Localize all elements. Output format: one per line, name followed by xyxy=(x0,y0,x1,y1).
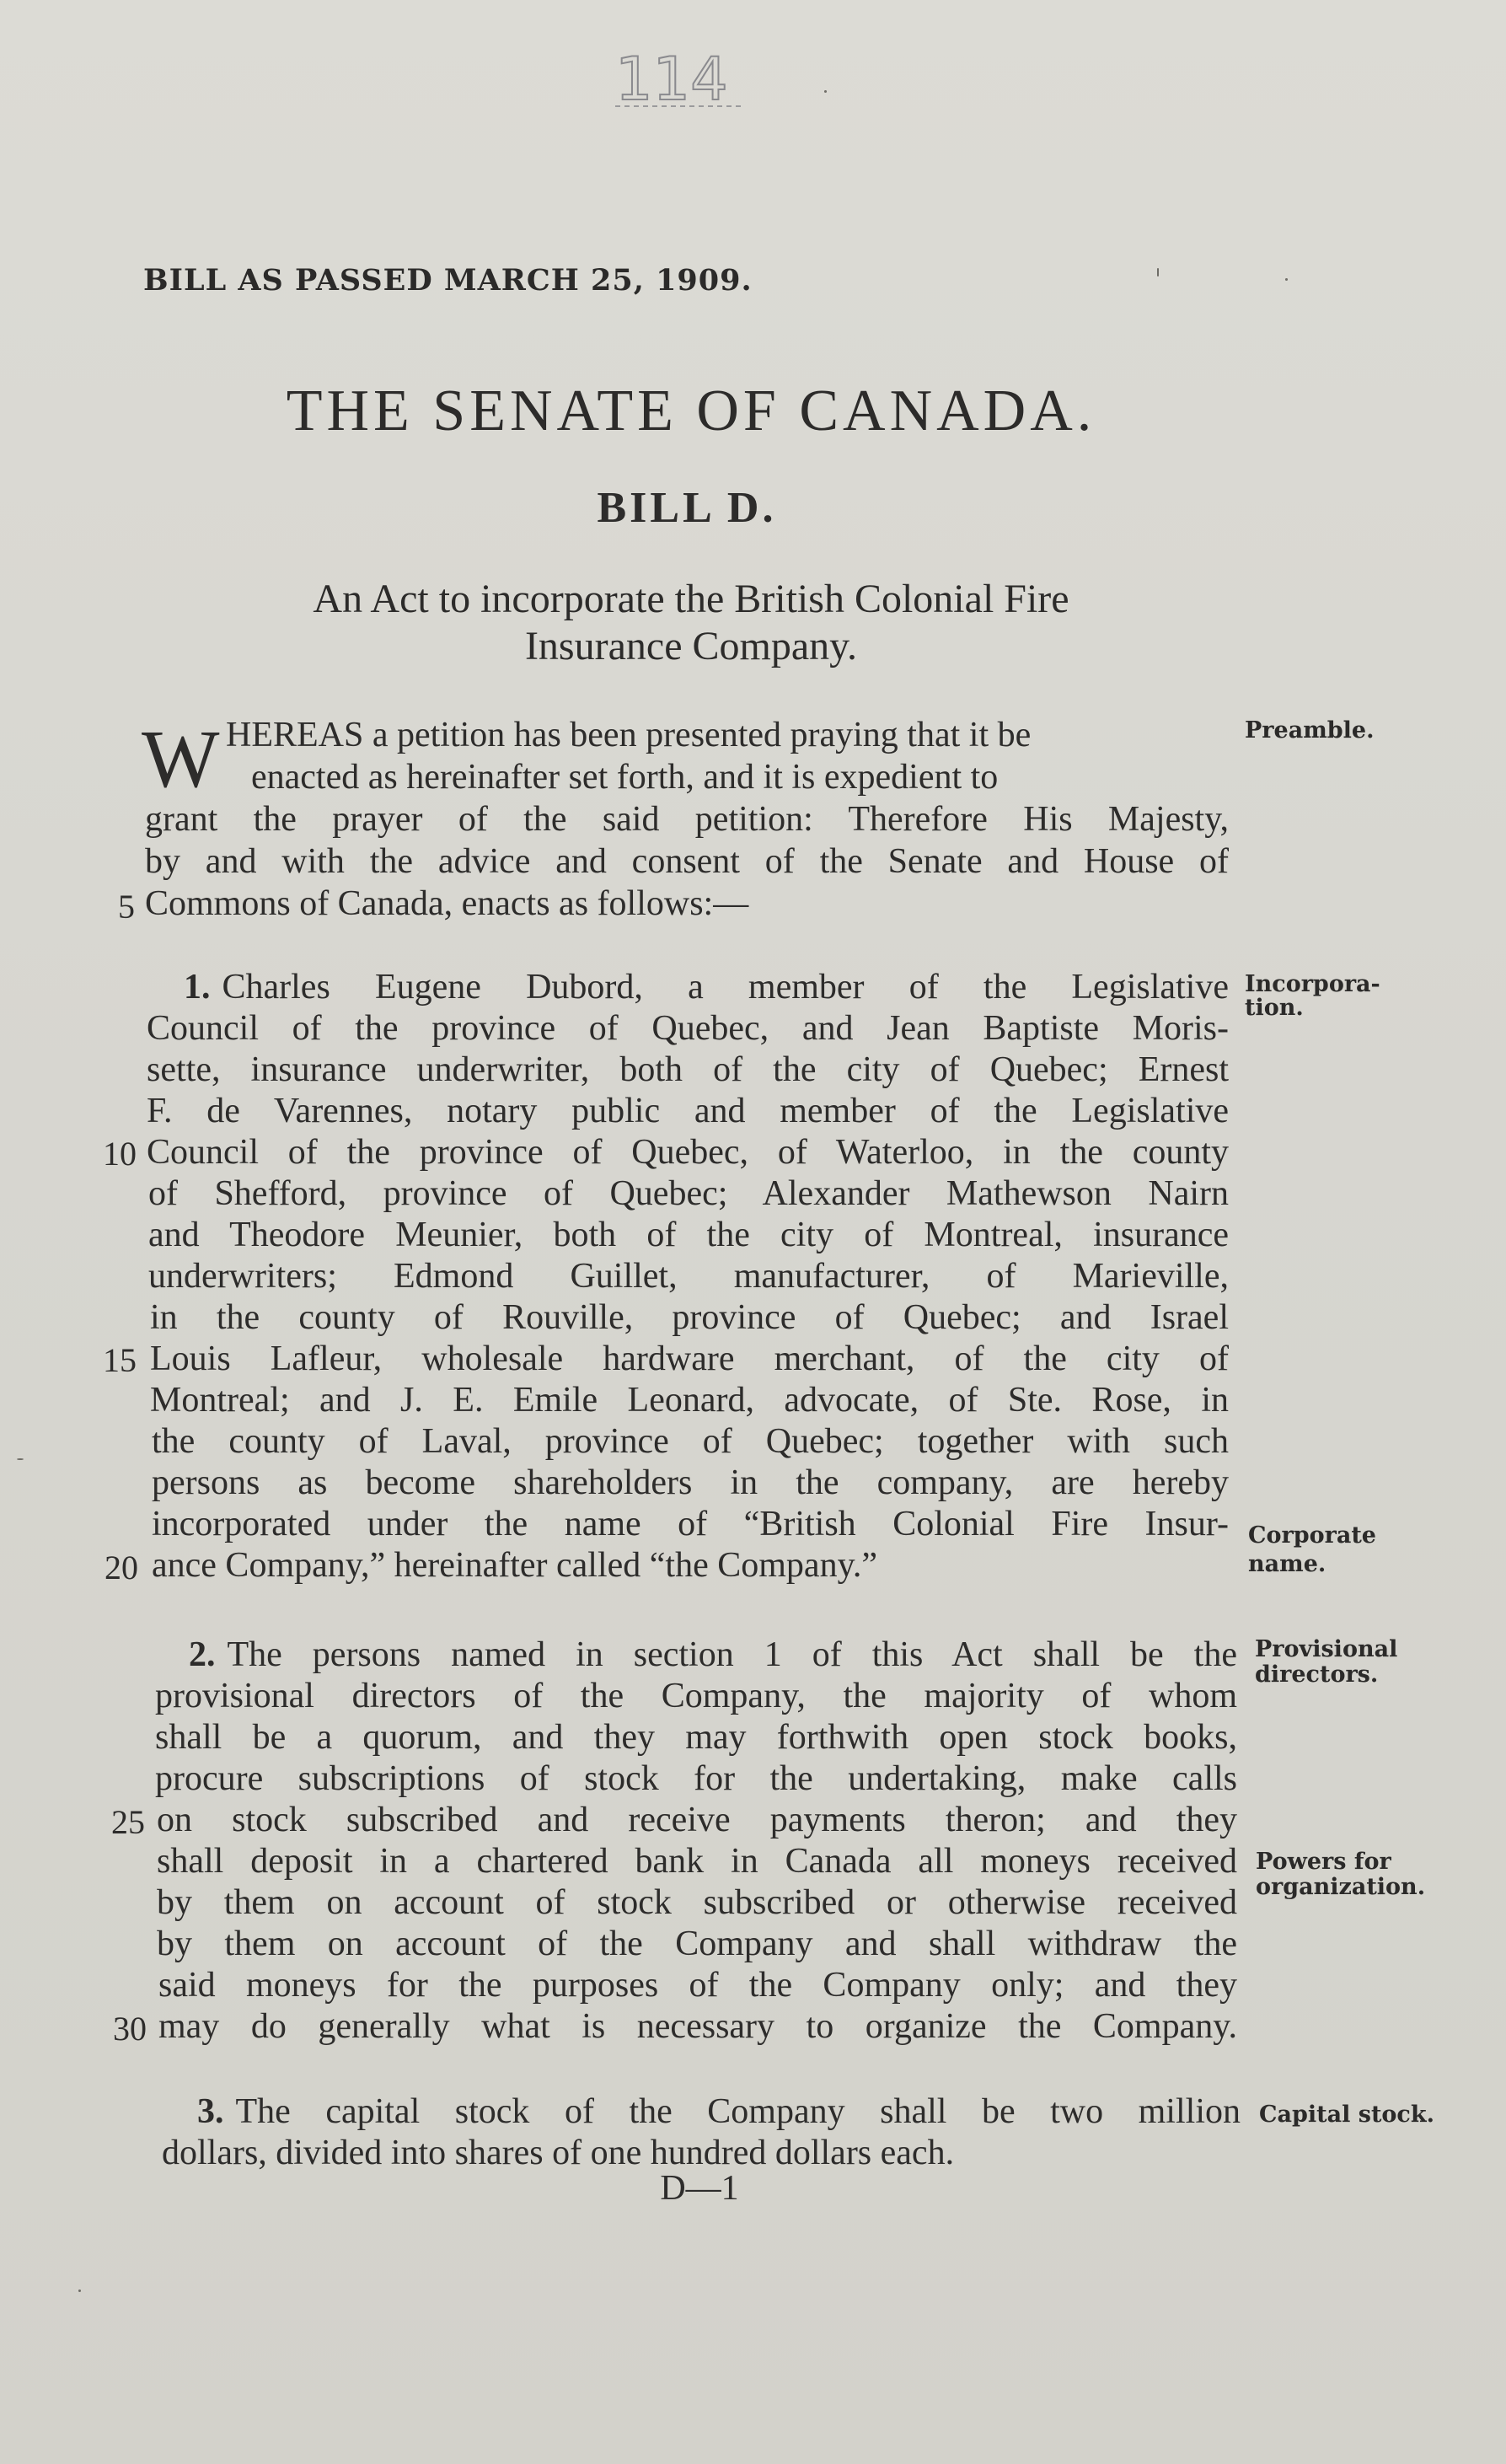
svg-text:114: 114 xyxy=(615,45,728,114)
paper-speck xyxy=(1157,268,1159,276)
handwritten-page-number xyxy=(590,40,767,116)
act-title-line-1: An Act to incorporate the British Colonial Fire xyxy=(313,577,1069,621)
section3-line-2: dollars, divided into shares of one hundred dollars each. xyxy=(162,2134,955,2172)
margin-note-incorporation-line-2: tion. xyxy=(1245,995,1304,1021)
section3-line-1 xyxy=(197,2091,1241,2132)
preamble-line-5: Commons of Canada, enacts as follows:— xyxy=(145,884,749,923)
act-title-line-2: Insurance Company. xyxy=(524,624,858,668)
margin-note-provisional-directors xyxy=(1255,1635,1397,1689)
margin-note-corporate-name xyxy=(1248,1522,1376,1579)
section2-line-4: procure subscriptions of stock for the undertaking, make calls xyxy=(155,1759,1237,1798)
section1-line-5: Council of the province of Quebec, of Waterloo, in the county xyxy=(147,1133,1229,1172)
act-title xyxy=(0,576,1382,670)
section2-line-9: said moneys for the purposes of the Company only; and they xyxy=(158,1966,1237,2005)
paper-speck xyxy=(17,1458,24,1460)
section3-line-1-text: The capital stock of the Company shall be two million xyxy=(235,2092,1241,2131)
line-number-5: 5 xyxy=(118,888,135,926)
section2-line-3: shall be a quorum, and they may forthwith open stock books, xyxy=(155,1718,1237,1757)
margin-note-powers-line-2: organization. xyxy=(1256,1874,1426,1900)
section1-line-11: Montreal; and J. E. Emile Leonard, advocate, of Ste. Rose, in xyxy=(150,1381,1229,1420)
section1-line-10: Louis Lafleur, wholesale hardware merchant, of the city of xyxy=(150,1339,1229,1378)
section1-line-1 xyxy=(184,967,1229,1007)
paper-speck xyxy=(1285,278,1288,281)
section1-line-1-text: Charles Eugene Dubord, a member of the Legislative xyxy=(222,968,1229,1007)
senate-title: THE SENATE OF CANADA. xyxy=(286,378,1096,443)
section1-line-15: ance Company,” hereinafter called “the Company.” xyxy=(152,1546,877,1585)
margin-note-provisional-line-1: Provisional xyxy=(1255,1636,1398,1662)
margin-note-provisional-line-2: directors. xyxy=(1255,1661,1379,1688)
margin-note-capital-stock: Capital stock. xyxy=(1259,2102,1434,2128)
section1-line-2: Council of the province of Quebec, and Jean Baptiste Moris- xyxy=(147,1009,1229,1048)
section1-line-14: incorporated under the name of “British Colonial Fire Insur- xyxy=(152,1505,1229,1543)
section2-line-8: by them on account of the Company and shall withdraw the xyxy=(157,1924,1237,1963)
section2-line-10: may do generally what is necessary to organize the Company. xyxy=(158,2007,1237,2046)
section1-line-6: of Shefford, province of Quebec; Alexander Mathewson Nairn xyxy=(148,1174,1229,1213)
line-number-30: 30 xyxy=(113,2010,147,2048)
line-number-25: 25 xyxy=(111,1803,145,1841)
preamble-line-4: by and with the advice and consent of the Senate and House of xyxy=(145,842,1229,881)
section1-line-3: sette, insurance underwriter, both of the city of Quebec; Ernest xyxy=(147,1050,1229,1089)
preamble-dropcap: W xyxy=(142,714,220,805)
section2-line-5: on stock subscribed and receive payments theron; and they xyxy=(157,1801,1237,1839)
margin-note-corporate-name-line-2: name. xyxy=(1248,1551,1326,1577)
margin-note-powers-line-1: Powers for xyxy=(1256,1849,1391,1875)
paper-speck xyxy=(78,2290,81,2292)
margin-note-incorporation-line-1: Incorpora- xyxy=(1245,971,1380,997)
line-number-10: 10 xyxy=(103,1135,137,1173)
section2-line-7: by them on account of stock subscribed or otherwise received xyxy=(157,1883,1237,1922)
section2-number: 2. xyxy=(189,1635,216,1674)
paper-speck xyxy=(824,90,827,93)
preamble-line-1: HEREAS a petition has been presented praying that it be xyxy=(226,716,1032,754)
section1-line-8: underwriters; Edmond Guillet, manufacturer, of Marieville, xyxy=(148,1257,1229,1296)
margin-note-corporate-name-line-1: Corporate xyxy=(1248,1522,1376,1549)
page-footer: D—1 xyxy=(660,2169,739,2208)
section1-number: 1. xyxy=(184,968,211,1007)
preamble-line-3: grant the prayer of the said petition: Therefore His Majesty, xyxy=(145,800,1229,839)
line-number-15: 15 xyxy=(103,1341,137,1379)
section2-line-2: provisional directors of the Company, the majority of whom xyxy=(155,1677,1237,1715)
section3-number: 3. xyxy=(197,2092,224,2131)
section2-line-6: shall deposit in a chartered bank in Canada all moneys received xyxy=(157,1842,1237,1881)
section1-line-4: F. de Varennes, notary public and member of the Legislative xyxy=(147,1092,1229,1130)
line-number-20: 20 xyxy=(105,1549,138,1586)
bill-passed-header: BILL AS PASSED MARCH 25, 1909. xyxy=(143,263,753,298)
section1-line-13: persons as become shareholders in the company, are hereby xyxy=(152,1463,1229,1502)
margin-note-powers-for-organization xyxy=(1256,1848,1425,1902)
section1-line-12: the county of Laval, province of Quebec; together with such xyxy=(152,1422,1229,1461)
section1-line-9: in the county of Rouville, province of Quebec; and Israel xyxy=(150,1298,1229,1337)
preamble-line-2: enacted as hereinafter set forth, and it is expedient to xyxy=(251,758,999,797)
margin-note-incorporation xyxy=(1245,970,1380,1023)
bill-title: BILL D. xyxy=(597,484,777,532)
section2-line-1-text: The persons named in section 1 of this Act shall be the xyxy=(227,1635,1237,1674)
section2-line-1 xyxy=(189,1635,1237,1675)
margin-note-preamble: Preamble. xyxy=(1245,717,1375,743)
section1-line-7: and Theodore Meunier, both of the city of Montreal, insurance xyxy=(148,1216,1229,1254)
